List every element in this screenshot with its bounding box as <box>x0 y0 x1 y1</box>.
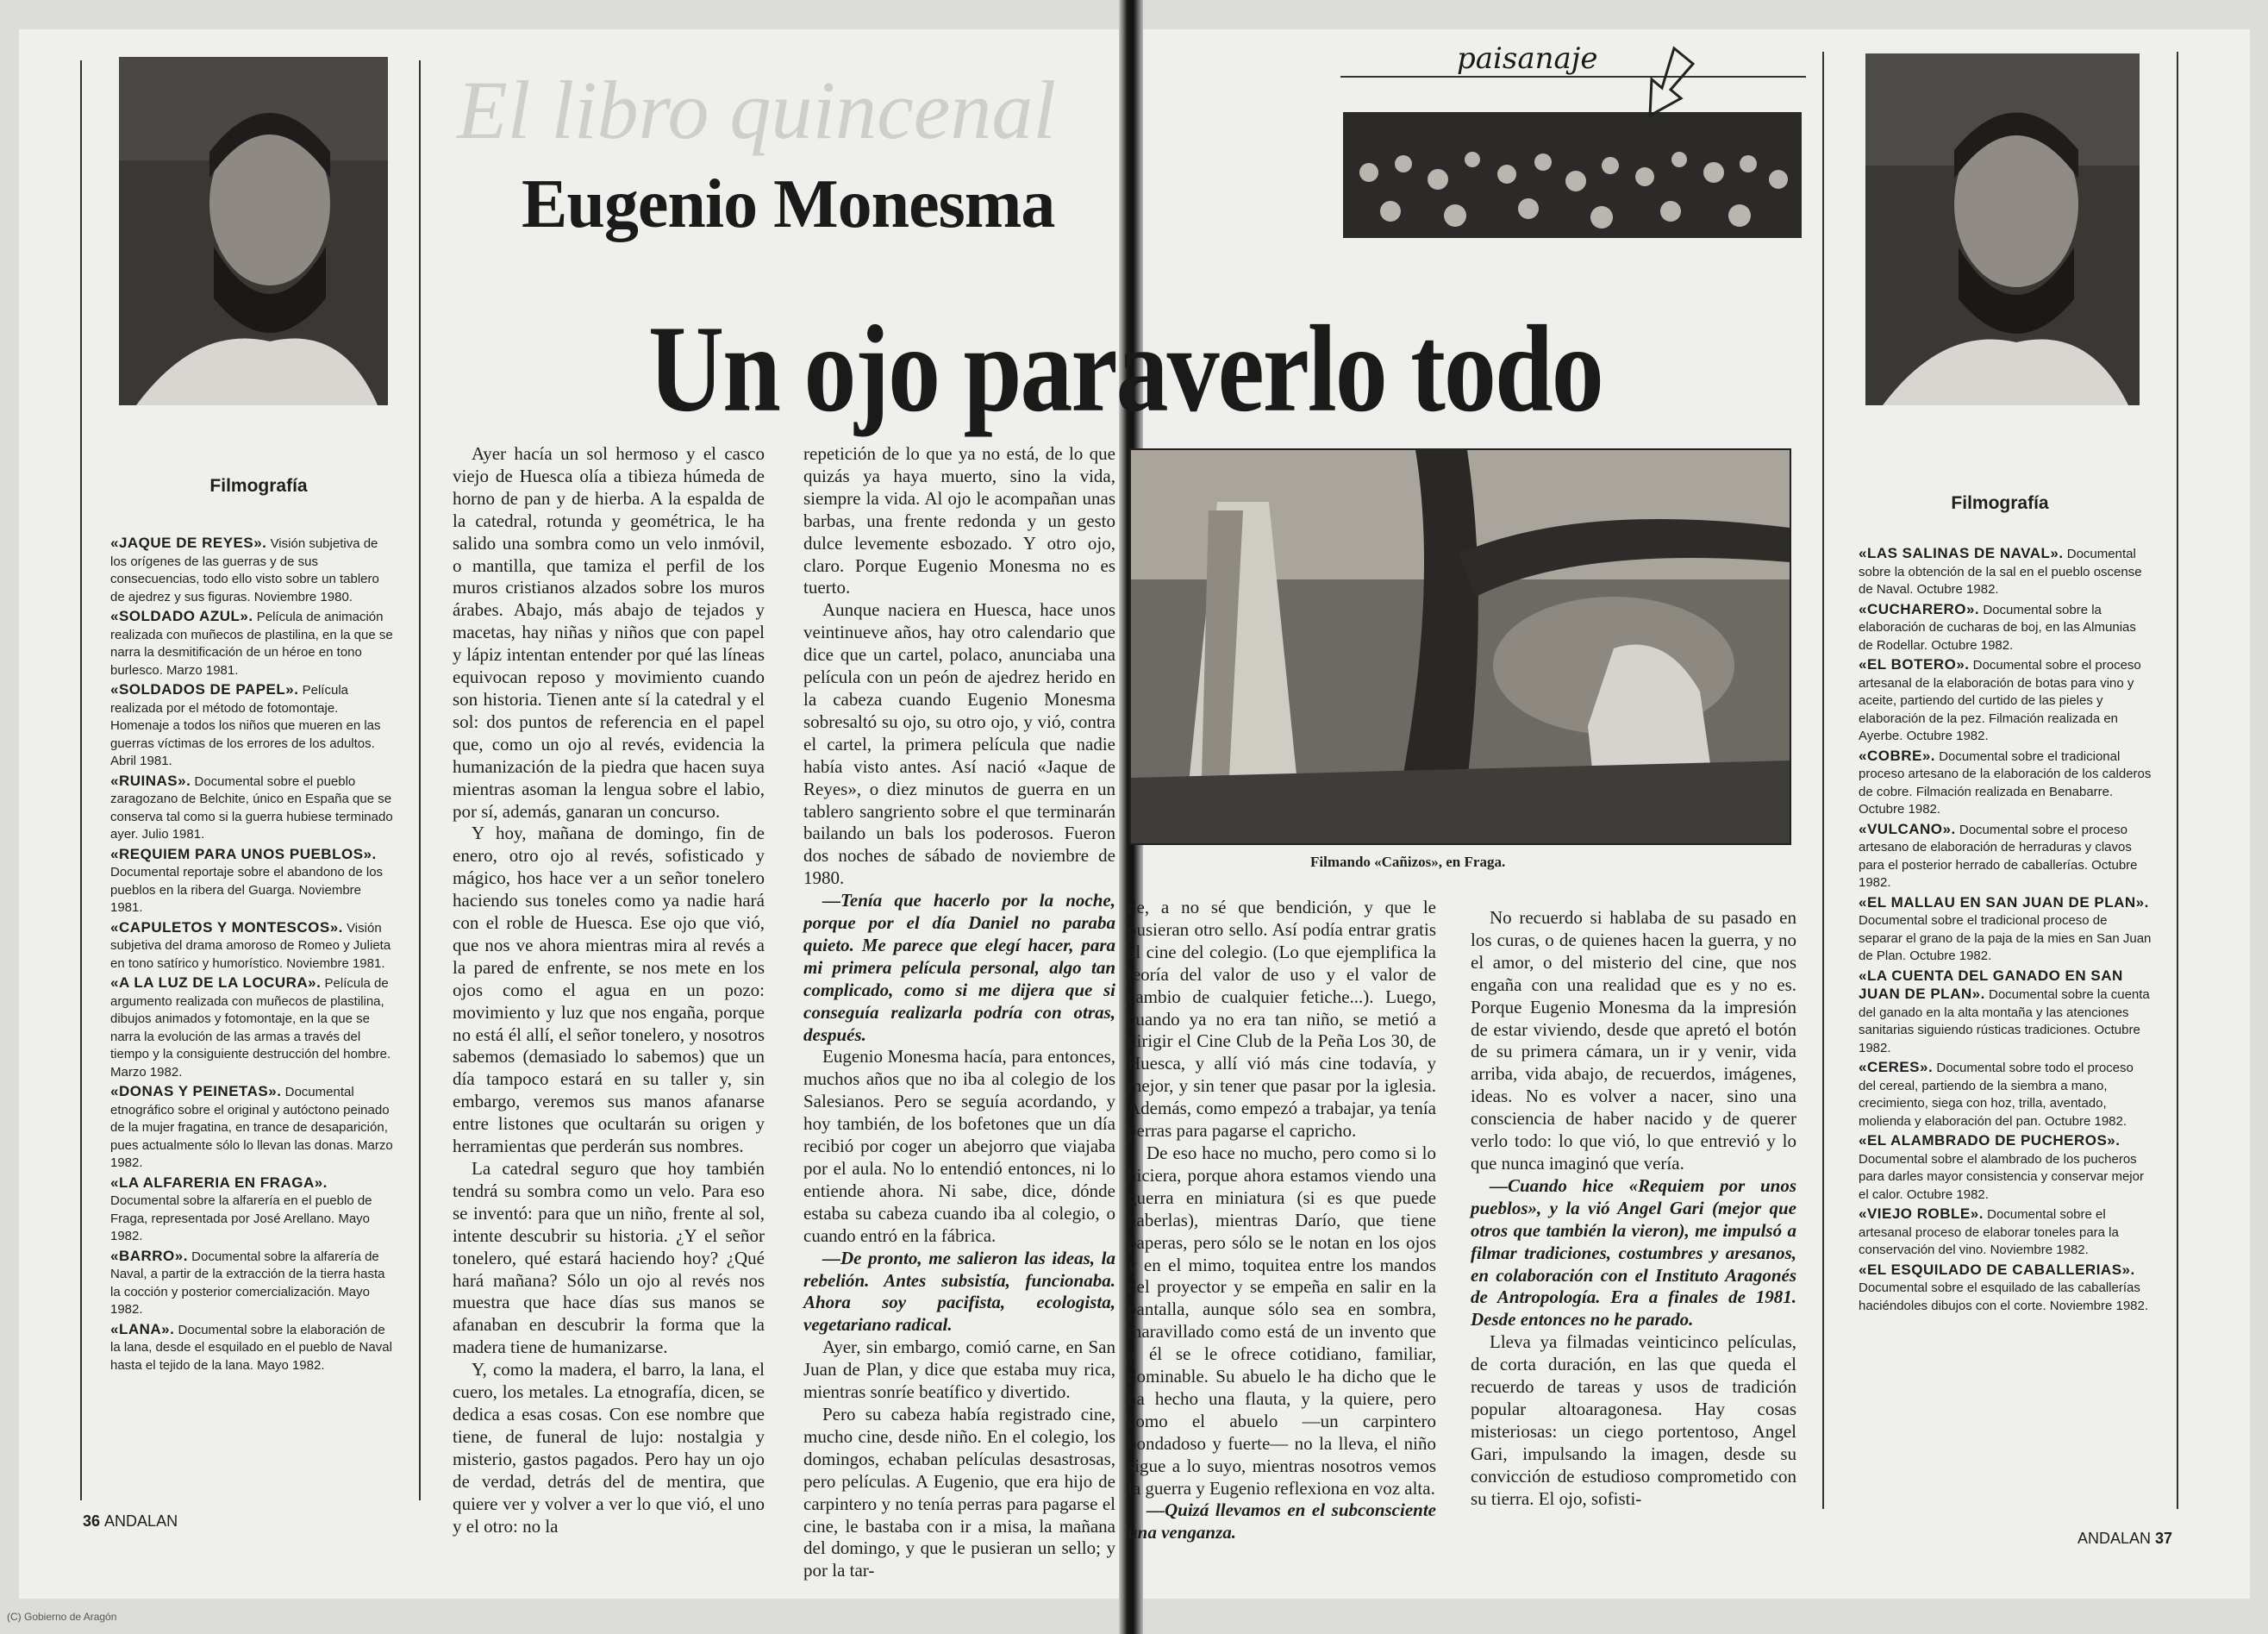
article-paragraph: Ayer, sin embargo, comió carne, en San Juan de Plan, y dice que estaba muy rica, mientras sonríe beatífico y divertido. <box>803 1337 1115 1403</box>
filmography-entry <box>1859 1261 2152 1316</box>
film-description: Visión subjetiva del drama amoroso de Romeo y Julieta en tono satírico y humorístico. Noviembre 1981. <box>110 920 391 971</box>
film-description: Documental sobre todo el proceso del cereal, partiendo de la siembra a mano, crecimiento, siega con hoz, trilla, aventado, molienda y elaboración del pan. Octubre 1982. <box>1859 1061 2134 1129</box>
filmography-entry <box>1859 894 2152 966</box>
filming-photo <box>1129 448 1791 845</box>
folio-right <box>2077 1530 2172 1548</box>
page-number-right: 37 <box>2155 1530 2173 1547</box>
filmography-list-left <box>110 535 393 1376</box>
film-description: Documental sobre la elaboración de la lana, desde el esquilado en el pueblo de Naval hasta el tejido de la lana. Mayo 1982. <box>110 1322 392 1373</box>
article-paragraph: —Tenía que hacerlo por la noche, porque por el día Daniel no paraba quieto. Me parece que elegí hacer, para mi primera película personal, algo tan complicado, como si me dijera que si conseguía realizarla podría con otras, después. <box>803 890 1115 1045</box>
film-title: «LAS SALINAS DE NAVAL». <box>1859 545 2064 561</box>
photo-caption: Filmando «Cañizos», en Fraga. <box>1310 854 1506 870</box>
headline-part2: verlo todo <box>1166 300 1603 438</box>
filmography-heading-left: Filmografía <box>209 476 308 496</box>
section-tag: paisanaje <box>1457 41 1598 76</box>
film-description: Documental etnográfico sobre el original y autóctono peinado de la mujer fragatina, en trance de desaparición, pues actualmente sólo lo llevan las donas. Marzo 1982. <box>110 1085 393 1170</box>
article-column-4 <box>1471 907 1796 1545</box>
film-title: «REQUIEM PARA UNOS PUEBLOS». <box>110 845 377 862</box>
folio-left <box>83 1512 178 1531</box>
filmography-entry <box>1859 601 2152 655</box>
portrait-photo-left <box>119 57 388 405</box>
left-rule-inner <box>419 60 421 1500</box>
filmography-entry <box>110 1174 393 1246</box>
film-title: «A LA LUZ DE LA LOCURA». <box>110 974 322 991</box>
film-title: «VULCANO». <box>1859 820 1956 837</box>
page-number-left: 36 <box>83 1512 101 1530</box>
film-title: «LA ALFARERIA EN FRAGA». <box>110 1174 328 1191</box>
film-title: «CAPULETOS Y MONTESCOS». <box>110 918 343 936</box>
film-title: «EL ESQUILADO DE CABALLERIAS». <box>1859 1261 2135 1278</box>
film-description: Documental sobre el tradicional proceso artesano de la elaboración de los calderos de cobre. Filmación realizada en Benabarre. Octubre 1982. <box>1859 748 2152 817</box>
film-title: «CUCHARERO». <box>1859 600 1980 617</box>
article-paragraph: de, a no sé que bendición, y que le pusieran otro sello. Así podía entrar gratis al cine del colegio. (Lo que ejemplifica la teoría del valor de uso y el valor de cambio de cualquier fetiche...). Luego, cuando ya no era tan niño, se metió a dirigir el Cine Club de la Peña Los 30, de Huesca, y allí vió más cine todavía, y mejor, y sin tener que pasar por la iglesia. Además, como empezó a trabajar, ya tenía perras para pagarse el capricho. <box>1128 897 1436 1142</box>
film-description: Visión subjetiva de los orígenes de las guerras y de sus consecuencias, todo ello visto sobre un tablero de ajedrez y sus figuras. Noviembre 1980. <box>110 536 379 604</box>
article-paragraph: Eugenio Monesma hacía, para entonces, muchos años que no iba al colegio de los Salesianos. Pero se seguía acordando, y hoy también, de los bofetones que un día recibió por coger un abejorro que viajaba por el aula. No lo entendió entonces, ni lo entiende ahora. Ni sabe, dice, dónde estaba su cabeza cuando iba al colegio, o cuando entró en la fábrica. <box>803 1046 1115 1246</box>
article-column-2 <box>803 443 1115 1581</box>
film-title: «CERES». <box>1859 1059 1934 1075</box>
article-paragraph: Y, como la madera, el barro, la lana, el cuero, los metales. La etnografía, dicen, se dedica a esas cosas. Con ese nombre que tiene, de funeral de lujo: nostalgia y misterio, gastos pagados. Pero hay un ojo de verdad, detrás del de mentira, que quiere ver y volver a ver lo que vió, el uno y el otro: no la <box>453 1359 765 1537</box>
article-paragraph: Lleva ya filmadas veinticinco películas, de corta duración, en las que queda el recuerdo de tareas y usos de tradición popular altoaragonesa. Hay cosas misteriosas: un ciego portentoso, Angel Gari, impulsando la imagen, desde su convicción de estudioso comprometido con su tierra. El ojo, sofisti- <box>1471 1331 1796 1509</box>
film-title: «SOLDADO AZUL». <box>110 608 253 624</box>
filmography-entry <box>110 919 393 974</box>
article-paragraph: —De pronto, me salieron las ideas, la rebelión. Antes subsistía, funcionaba. Ahora soy pacifista, ecologista, vegetariano radical. <box>803 1247 1115 1336</box>
article-paragraph: Pero su cabeza había registrado cine, mucho cine, desde niño. En el colegio, los domingos, echaban películas desastrosas, pero películas. A Eugenio, que era hijo de carpintero y no tenía perras para pagarse el cine, le bastaba con ir a misa, la mañana del domingo, y que le pusieran un sello; y por la tar- <box>803 1403 1115 1581</box>
film-description: Película de argumento realizada con muñecos de plastilina, dibujos animados y fotomontaje, en la que se narra la evolución de las armas a través del tiempo y la consiguiente destrucción del hombre. Marzo 1982. <box>110 976 391 1080</box>
filmography-entry <box>1859 821 2152 892</box>
film-description: Documental sobre la alfarería de Naval, a partir de la extracción de la tierra hasta la cocción y posterior comercialización. Mayo 1982. <box>110 1249 385 1317</box>
film-description: Documental sobre la obtención de la sal en el pueblo oscense de Naval. Octubre 1982. <box>1859 547 2142 597</box>
film-description: Documental sobre el proceso artesanal de la elaboración de botas para vino y aceite, partiendo del curtido de las pieles y elaboración de la pez. Filmación realizada en Ayerbe. Octubre 1982. <box>1859 658 2141 743</box>
filmography-entry <box>110 773 393 844</box>
film-title: «VIEJO ROBLE». <box>1859 1205 1984 1222</box>
film-description: Documental sobre el artesanal proceso de elaborar toneles para la conservación del vino. Noviembre 1982. <box>1859 1207 2119 1257</box>
film-title: «JAQUE DE REYES». <box>110 535 267 551</box>
article-paragraph: —Quizá llevamos en el subconsciente una venganza. <box>1128 1499 1436 1543</box>
filmography-entry <box>1859 1205 2152 1260</box>
magazine-name-left: ANDALAN <box>104 1512 178 1530</box>
article-column-1 <box>453 443 765 1537</box>
portrait-photo-right <box>1865 53 2140 405</box>
article-paragraph: La catedral seguro que hoy también tendrá su sombra como un velo. Para eso se inventó: para que un niño, frente al sol, intente descubrir su historia. ¿Y el señor tonelero, qué estará haciendo hoy? ¿Qué hará mañana? Sólo un ojo al revés nos muestra que hace días sus manos se afanaban en descubrir la forma que la madera tiene de humanizarse. <box>453 1158 765 1358</box>
film-title: «LA CUENTA DEL GANADO EN SAN JUAN DE PLAN». <box>1859 967 2123 1002</box>
film-description: Documental sobre la alfarería en el pueblo de Fraga, representada por José Arellano. Mayo 1982. <box>110 1193 372 1243</box>
film-title: «EL MALLAU EN SAN JUAN DE PLAN». <box>1859 893 2149 911</box>
magazine-name-right: ANDALAN <box>2077 1530 2152 1547</box>
filmography-entry <box>110 1321 393 1375</box>
article-paragraph: Ayer hacía un sol hermoso y el casco viejo de Huesca olía a tibieza húmeda de horno de pan y de hierba. A la espalda de la catedral, rotunda y geométrica, le ha salido una sombra como un velo inmóvil, o mantilla, que tamiza el perfil de los muros cristianos alzados sobre los muros árabes. Abajo, más abajo de tejados y macetas, hay niñas y niños que con papel y lápiz intentan entender por qué las líneas equivocan reposo y movimiento cuando son historia. Tienen ante sí la catedral y el sol: dos puntos de referencia en el papel que, como un ojo al revés, evidencia la humanización de la piedra que hacen suya mientras asoman la lengua sobre el labio, por sí, además, ganaran un concurso. <box>453 443 765 822</box>
filmography-list-right <box>1859 545 2152 1317</box>
filmography-entry <box>1859 656 2152 746</box>
filmography-entry <box>110 535 393 606</box>
film-description: Documental sobre la elaboración de cucharas de boj, en las Almunias de Rodellar. Octubre 1982. <box>1859 602 2136 653</box>
filmography-entry <box>1859 748 2152 819</box>
film-description: Película realizada por el método de fotomontaje. Homenaje a todos los niños que mueren en las guerras víctimas de los errores de los adultos. Abril 1981. <box>110 683 381 768</box>
article-paragraph: —Cuando hice «Requiem por unos pueblos», y la vió Angel Gari (mejor que otros que también la vieron), me impulsó a filmar tradiciones, costumbres y aresanos, en colaboración con el Instituto Aragonés de Antropología. Era a finales de 1981. Desde entonces no he parado. <box>1471 1174 1796 1330</box>
article-paragraph: repetición de lo que ya no está, de lo que quizás ya haya muerto, sino la vida, siempre la vida. Al ojo le acompañan unas barbas, una frente redonda y un gesto dulce levemente esbozado. Y otro ojo, claro. Porque Eugenio Monesma no es tuerto. <box>803 443 1115 598</box>
filmography-entry <box>110 1248 393 1319</box>
film-title: «LANA». <box>110 1320 175 1337</box>
film-description: Película de animación realizada con muñecos de plastilina, en la que se narra la desmitificación de un héroe en tono burlesco. Marzo 1981. <box>110 610 393 678</box>
filmography-entry <box>1859 1132 2152 1204</box>
film-title: «DONAS Y PEINETAS». <box>110 1083 282 1099</box>
copyright-notice: (C) Gobierno de Aragón <box>7 1611 117 1623</box>
article-paragraph: No recuerdo si hablaba de su pasado en los curas, o de quienes hacen la guerra, y no el amor, o del misterio del cine, que nos engaña con una realidad que es y no es. Porque Eugenio Monesma da la impresión de estar viviendo, desde que apretó el botón de su primera cámara, un ir y venir, vida arriba, vida abajo, de recuerdos, imágenes, ideas. No es volver a nacer, sino una consciencia de haber nacido y de querer verlo todo: lo que vió, lo que entrevió y lo que nunca imaginó que vería. <box>1471 907 1796 1174</box>
film-title: «RUINAS». <box>110 772 191 789</box>
tag-rule <box>1340 76 1806 78</box>
filmography-entry <box>110 608 393 679</box>
film-description: Documental sobre el esquilado de las caballerías haciéndoles dibujos con el corte. Noviembre 1982. <box>1859 1280 2149 1313</box>
film-description: Documental sobre la cuenta del ganado en la alta montaña y las atenciones sanitarias siguiendo rústicas tradiciones. Octubre 1982. <box>1859 987 2150 1055</box>
left-rule-outer <box>80 60 82 1500</box>
film-title: «SOLDADOS DE PAPEL». <box>110 681 299 698</box>
crowd-photo <box>1343 112 1802 238</box>
article-column-3 <box>1128 897 1436 1543</box>
film-title: «EL ALAMBRADO DE PUCHEROS». <box>1859 1132 2121 1149</box>
film-title: «EL BOTERO». <box>1859 656 1970 673</box>
arrow-icon <box>1621 45 1698 119</box>
author-name: Eugenio Monesma <box>522 166 1055 242</box>
filmography-entry <box>1859 1059 2152 1130</box>
film-title: «COBRE». <box>1859 747 1936 764</box>
filmography-heading-right: Filmografía <box>1951 493 2049 513</box>
article-paragraph: De eso hace no mucho, pero como si lo hiciera, porque ahora estamos viendo una guerra en miniatura (si es que puede haberlas), mientras Darío, que tiene paperas, pero sólo se le notan en los ojos y en el mimo, toquitea entre los mandos del proyector y se empeña en salir en la pantalla, aunque sólo sea en sombra, maravillado como está de un invento que a él se le ofrece cotidiano, familiar, dominable. Su abuelo le ha dicho que le ha hecho una flauta, y la quiere, pero como el abuelo —un carpintero bondadoso y fuerte— no la lleva, el niño sigue a lo suyo, mientras nosotros vemos la guerra y Eugenio reflexiona en voz alta. <box>1128 1142 1436 1499</box>
film-description: Documental sobre el pueblo zaragozano de Belchite, único en España que se conserva tal como si la guerra hubiese terminado ayer. Julio 1981. <box>110 773 393 842</box>
filmography-entry <box>110 681 393 771</box>
film-title: «BARRO». <box>110 1247 188 1264</box>
film-description: Documental sobre el proceso artesano de elaboración de herraduras y clavos para el posterior herrado de caballerías. Octubre 1982. <box>1859 822 2138 890</box>
filmography-entry <box>110 846 393 917</box>
film-description: Documental reportaje sobre el abandono de los pueblos en la ribera del Guarga. Noviembre 1981. <box>110 865 384 915</box>
filmography-entry <box>110 974 393 1081</box>
filmography-entry <box>110 1083 393 1173</box>
film-description: Documental sobre el alambrado de los pucheros para darles mayor consistencia y conservar mejor el calor. Octubre 1982. <box>1859 1151 2144 1202</box>
right-rule-outer <box>2177 52 2178 1509</box>
article-paragraph: Y hoy, mañana de domingo, fin de enero, otro ojo al revés, sofisticado y mágico, hos hace ver a un señor tonelero haciendo sus toneles como ya nadie hará con el roble de Huesca. Ese ojo que vió, que nos ve ahora mientras mira al revés a la pared de enfrente, se nos mete en los ojos como el agua en un pozo: movimiento y luz que nos engaña, porque no está él allí, el señor tonelero, y nosotros sabemos (demasiado lo sabemos) que un día tampoco estará en su taller y, sin embargo, veremos sus manos afanarse entre listones que ocultarán su origen y herramientas que perderán sus nombres. <box>453 823 765 1157</box>
right-rule-inner <box>1822 52 1824 1509</box>
article-paragraph: Aunque naciera en Huesca, hace unos veintinueve años, hay otro calendario que dice que un cartel, polaco, anunciaba una película con un peón de ajedrez herido en la cabeza cuando Eugenio Monesma sobresaltó su ojo, su otro ojo, y vió, contra el cartel, la primera película que nadie había visto antes. Así nació «Jaque de Reyes», o diez minutos de guerra en un tablero sangriento sobre el que terminarán bailando un bals los poderosos. Fueron dos noches de sábado de noviembre de 1980. <box>803 599 1115 889</box>
headline <box>648 298 1603 441</box>
filmography-entry <box>1859 967 2152 1058</box>
film-description: Documental sobre el tradicional proceso de separar el grano de la paja de la mies en San Juan de Plan. Octubre 1982. <box>1859 913 2152 963</box>
ghost-title: El libro quincenal <box>457 64 1057 156</box>
filmography-entry <box>1859 545 2152 599</box>
headline-part1: Un ojo para <box>648 300 1167 438</box>
